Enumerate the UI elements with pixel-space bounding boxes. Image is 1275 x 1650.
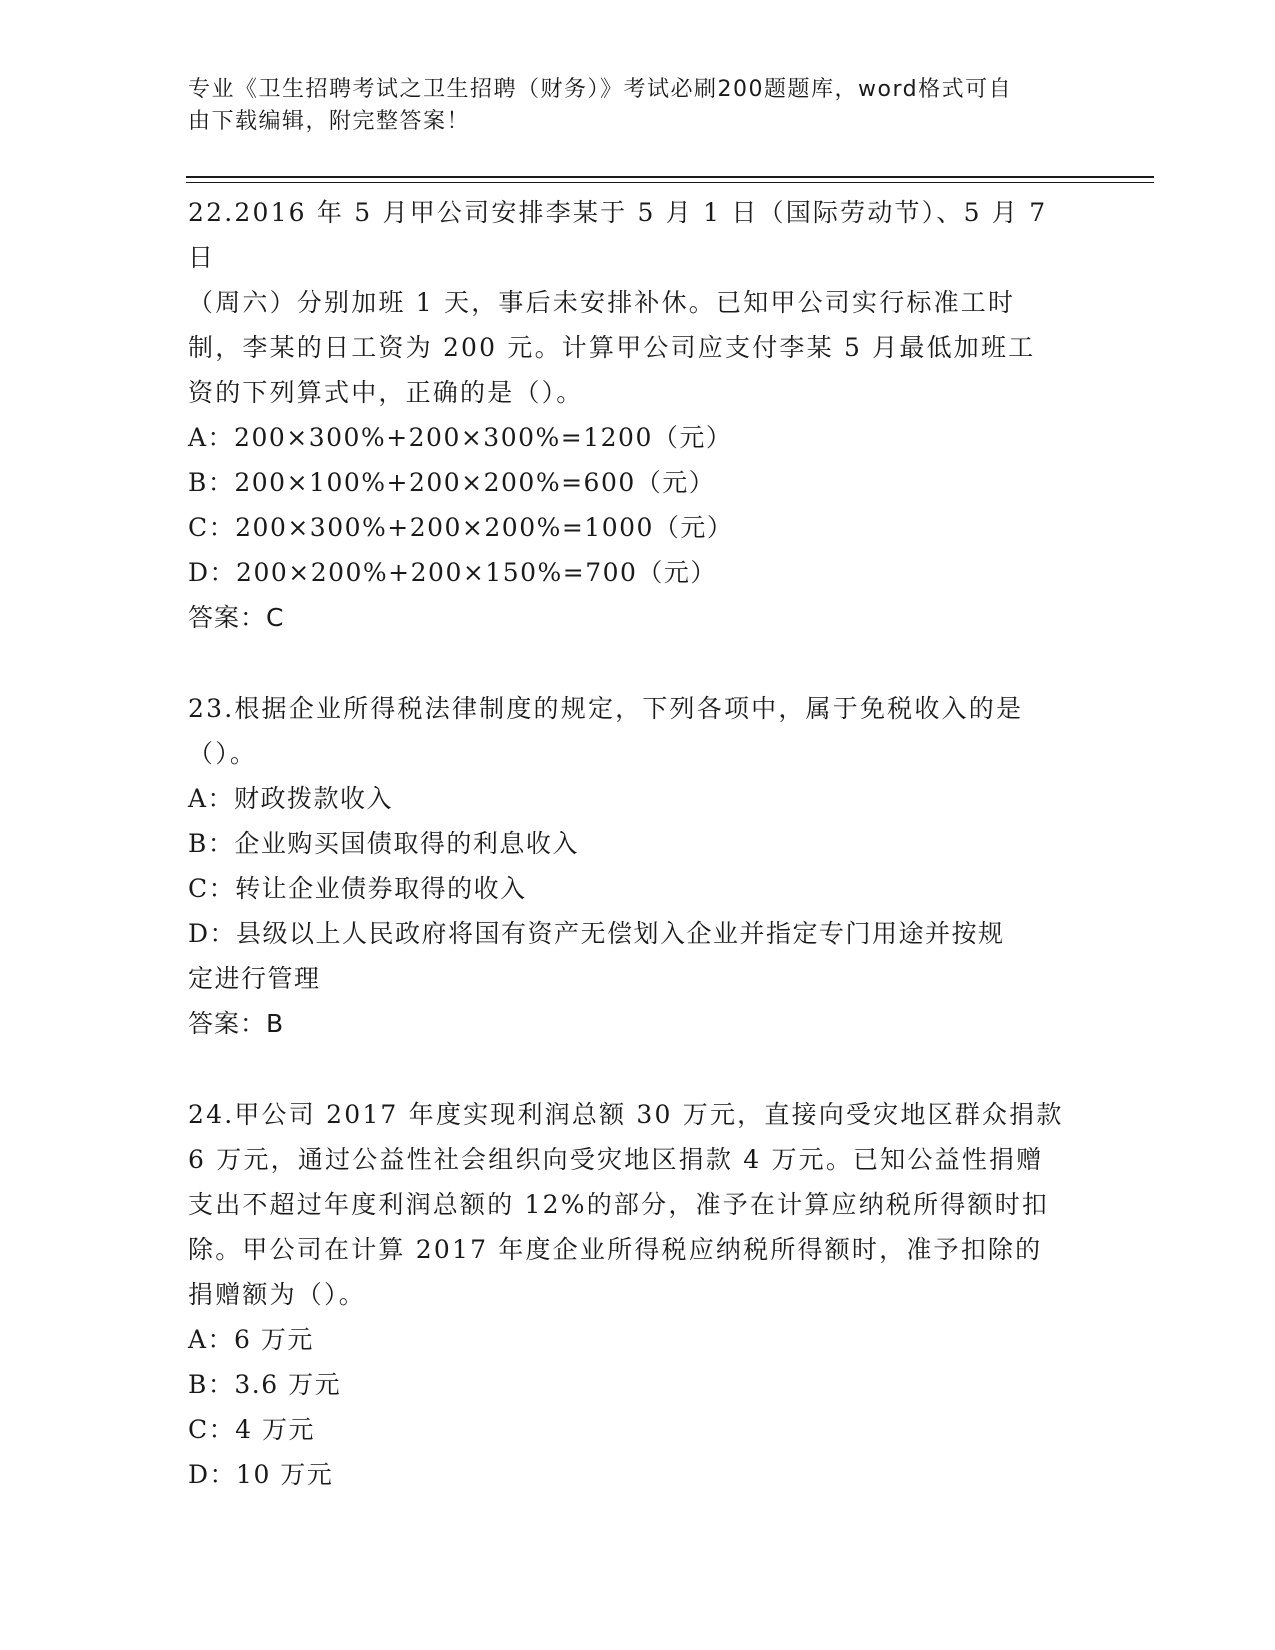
question-stem-line: （）。 — [188, 739, 258, 768]
answer-option-line: B：200×100%+200×200%=600（元） — [188, 468, 716, 497]
question-block — [188, 1092, 1078, 1497]
answer-option-line: 定进行管理 — [188, 964, 321, 993]
question-stem-line: 22.2016 年 5 月甲公司安排李某于 5 月 1 日（国际劳动节）、5 月 7 日 — [188, 198, 1048, 272]
answer-option-line: D：10 万元 — [188, 1460, 334, 1489]
answer-option-line: A：财政拨款收入 — [188, 784, 394, 813]
answer-option-line: B：企业购买国债取得的利息收入 — [188, 829, 579, 858]
question-stem-line: 24.甲公司 2017 年度实现利润总额 30 万元，直接向受灾地区群众捐款 — [188, 1100, 1064, 1129]
question-list — [188, 190, 1078, 1543]
question-stem-line: 捐赠额为（）。 — [188, 1280, 366, 1309]
header-line: 专业《卫生招聘考试之卫生招聘（财务）》考试必刷200题题库，word格式可自 — [188, 77, 1013, 102]
header-divider — [186, 176, 1154, 178]
answer-option-line: C：转让企业债券取得的收入 — [188, 874, 527, 903]
question-stem-line: 除。甲公司在计算 2017 年度企业所得税应纳税所得额时，准予扣除的 — [188, 1235, 1043, 1264]
question-stem-line: 支出不超过年度利润总额的 12%的部分，准予在计算应纳税所得额时扣 — [188, 1190, 1050, 1219]
header-divider-thin — [186, 182, 1154, 183]
question-stem-line: 23.根据企业所得税法律制度的规定，下列各项中，属于免税收入的是 — [188, 694, 1024, 723]
question-block — [188, 190, 1078, 640]
question-stem-line: 资的下列算式中，正确的是（）。 — [188, 378, 584, 407]
answer-option-line: A：200×300%+200×300%=1200（元） — [188, 423, 733, 452]
answer-option-line: D：县级以上人民政府将国有资产无偿划入企业并指定专门用途并按规 — [188, 919, 1005, 948]
header-line: 由下载编辑，附完整答案！ — [188, 109, 471, 134]
answer-option-line: C：4 万元 — [188, 1415, 315, 1444]
document-header — [188, 74, 1068, 138]
question-stem-line: 制，李某的日工资为 200 元。计算甲公司应支付李某 5 月最低加班工 — [188, 333, 1036, 362]
answer-option-line: D：200×200%+200×150%=700（元） — [188, 558, 717, 587]
question-stem-line: （周六）分别加班 1 天，事后未安排补休。已知甲公司实行标准工时 — [188, 288, 1016, 317]
answer-option-line: C：200×300%+200×200%=1000（元） — [188, 513, 734, 542]
correct-answer: 答案：B — [188, 1009, 285, 1038]
question-block — [188, 686, 1078, 1046]
question-stem-line: 6 万元，通过公益性社会组织向受灾地区捐款 4 万元。已知公益性捐赠 — [188, 1145, 1044, 1174]
correct-answer: 答案：C — [188, 603, 285, 632]
answer-option-line: B：3.6 万元 — [188, 1370, 342, 1399]
answer-option-line: A：6 万元 — [188, 1325, 314, 1354]
